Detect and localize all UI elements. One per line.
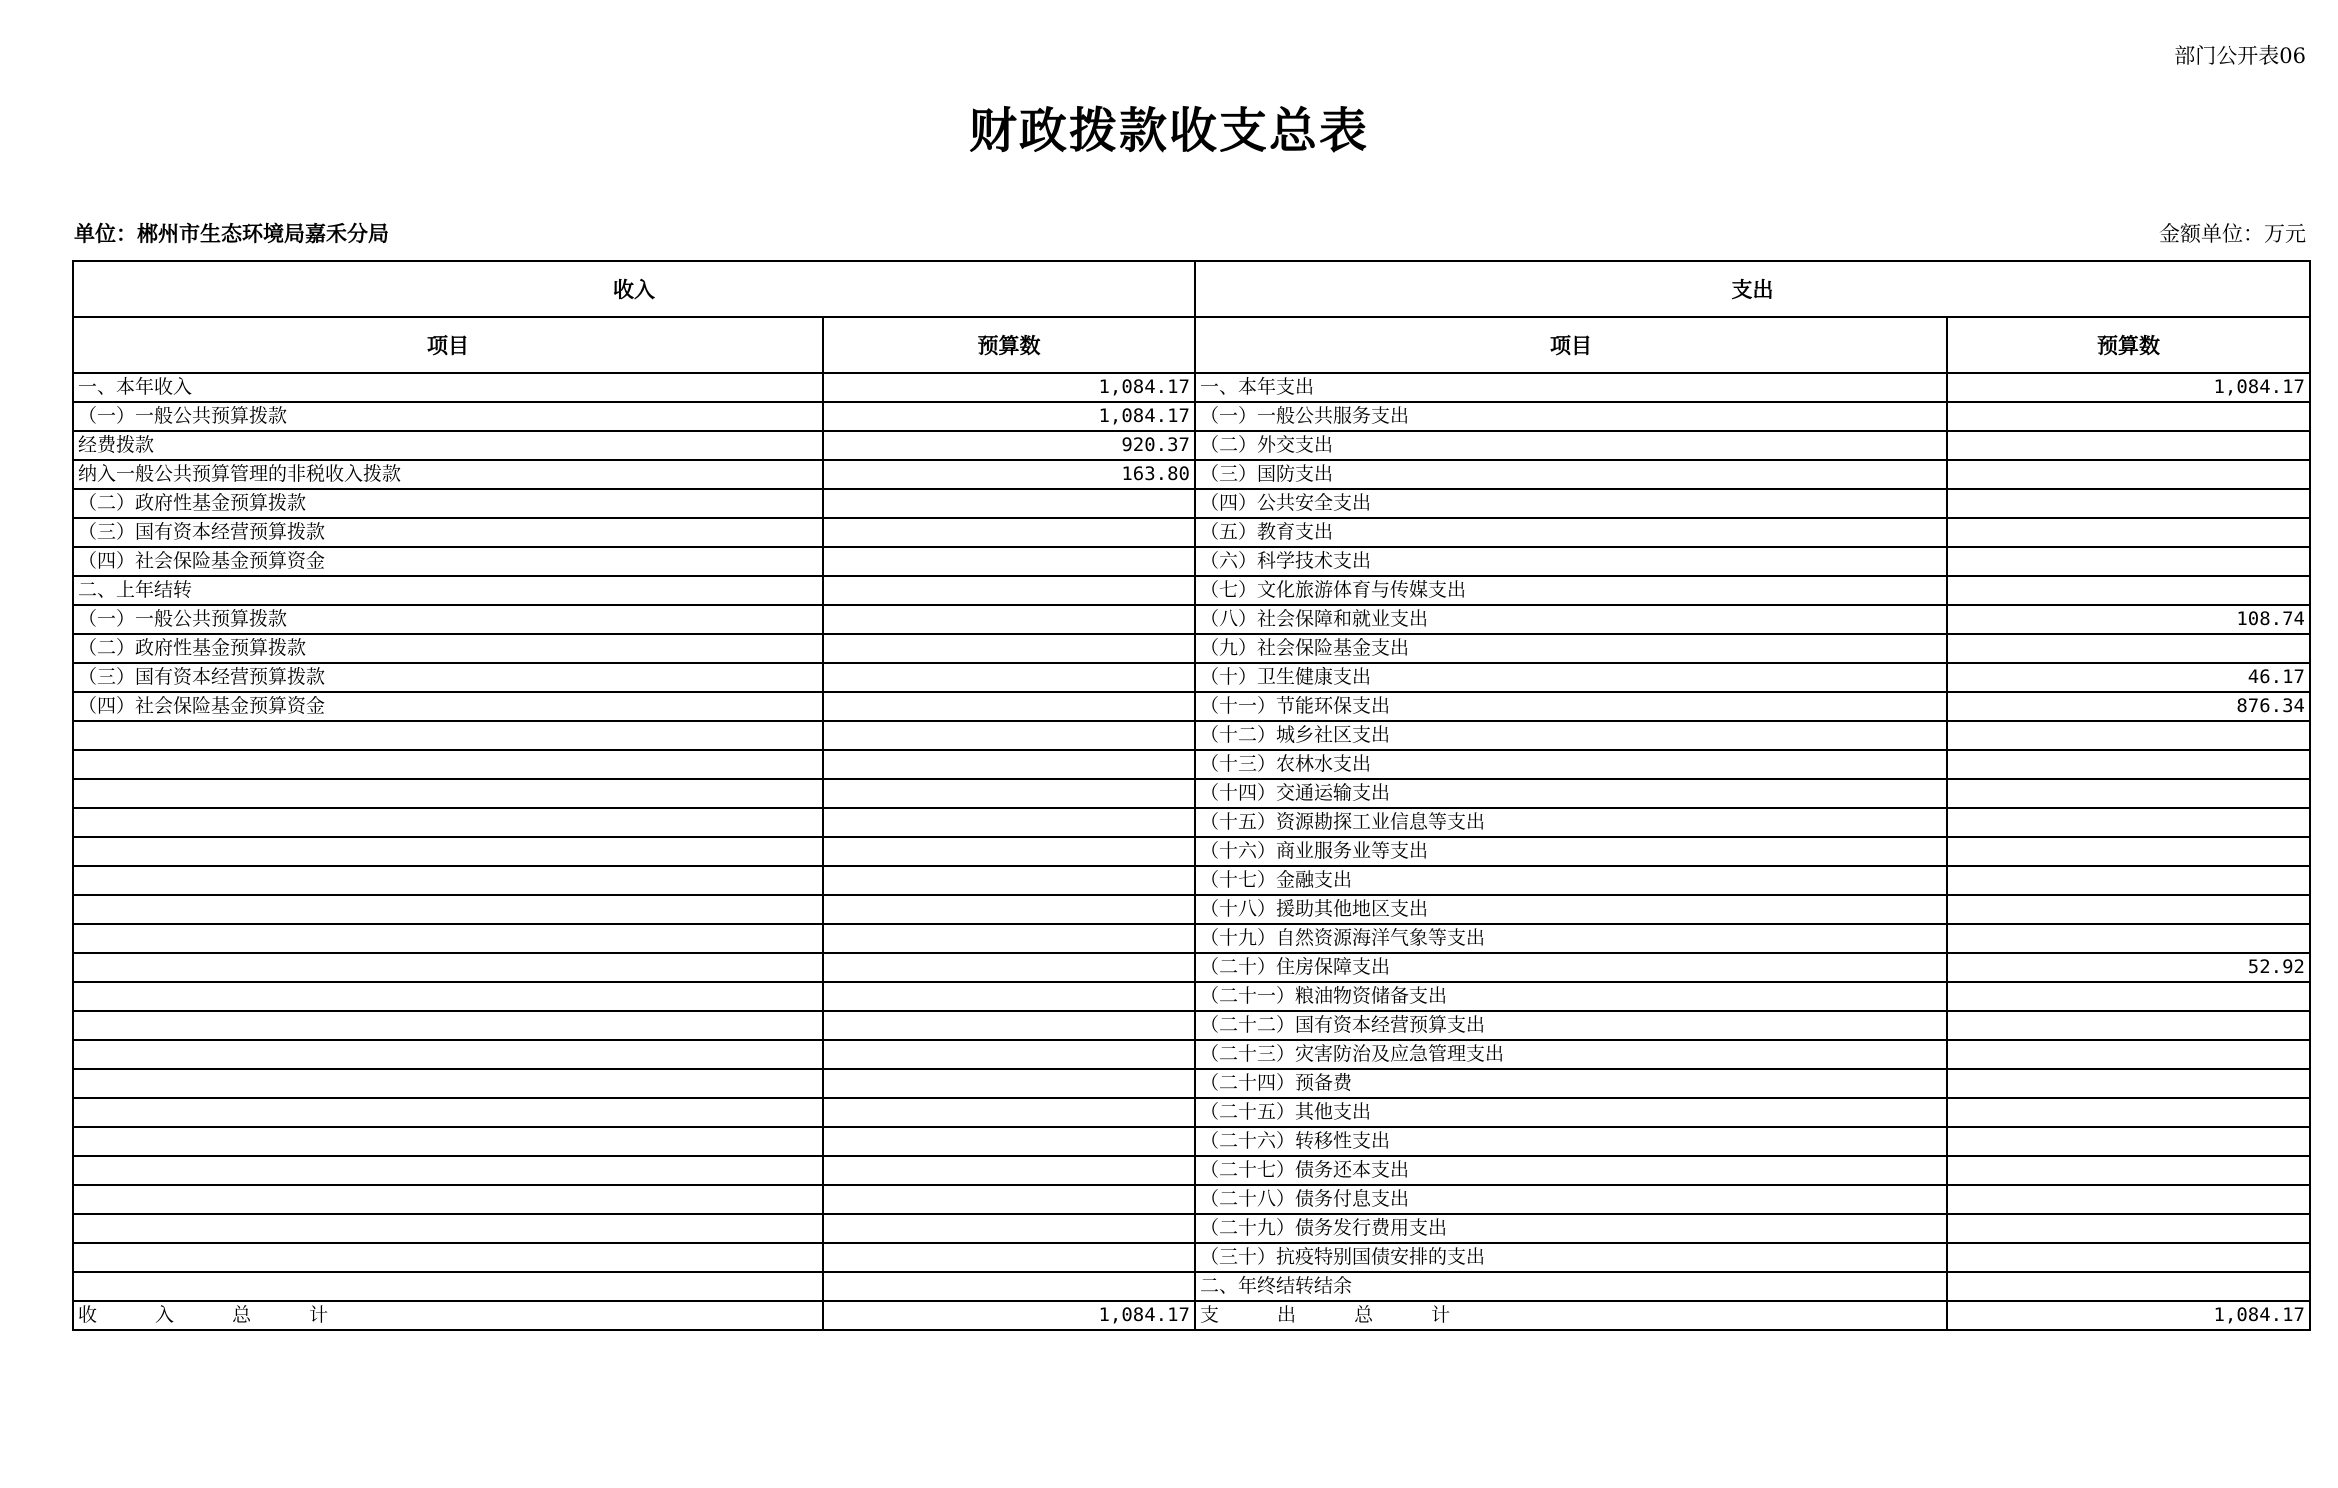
table-row xyxy=(73,576,2310,605)
income-value-cell: 1,084.17 xyxy=(823,402,1195,431)
income-value-cell: 163.80 xyxy=(823,460,1195,489)
income-item-cell xyxy=(73,1243,823,1272)
income-item-cell: 经费拨款 xyxy=(73,431,823,460)
expense-value-cell xyxy=(1947,1069,2310,1098)
income-item-cell xyxy=(73,1098,823,1127)
expense-item-cell: （十八）援助其他地区支出 xyxy=(1195,895,1947,924)
income-value-cell xyxy=(823,1127,1195,1156)
expense-item-header: 项目 xyxy=(1195,317,1947,373)
table-row xyxy=(73,373,2310,402)
income-value-cell xyxy=(823,924,1195,953)
expense-value-cell: 876.34 xyxy=(1947,692,2310,721)
expense-value-cell xyxy=(1947,576,2310,605)
budget-table xyxy=(72,260,2311,1331)
income-item-cell xyxy=(73,750,823,779)
income-total-label: 收 入 总 计 xyxy=(73,1301,823,1330)
table-row xyxy=(73,402,2310,431)
expense-item-cell: （十三）农林水支出 xyxy=(1195,750,1947,779)
expense-value-cell: 1,084.17 xyxy=(1947,373,2310,402)
income-item-cell xyxy=(73,1156,823,1185)
expense-value-cell xyxy=(1947,489,2310,518)
income-item-cell xyxy=(73,924,823,953)
expense-header: 支出 xyxy=(1195,261,2310,317)
expense-item-cell: （六）科学技术支出 xyxy=(1195,547,1947,576)
expense-item-cell: （二十九）债务发行费用支出 xyxy=(1195,1214,1947,1243)
income-value-cell: 920.37 xyxy=(823,431,1195,460)
income-item-cell xyxy=(73,1185,823,1214)
table-row xyxy=(73,982,2310,1011)
income-item-cell xyxy=(73,1011,823,1040)
income-item-cell xyxy=(73,779,823,808)
expense-value-cell xyxy=(1947,808,2310,837)
table-row xyxy=(73,1185,2310,1214)
expense-item-cell: （七）文化旅游体育与传媒支出 xyxy=(1195,576,1947,605)
table-row xyxy=(73,1243,2310,1272)
expense-item-cell: （二十二）国有资本经营预算支出 xyxy=(1195,1011,1947,1040)
expense-value-cell xyxy=(1947,1185,2310,1214)
table-row xyxy=(73,1098,2310,1127)
expense-value-cell xyxy=(1947,750,2310,779)
expense-value-cell xyxy=(1947,721,2310,750)
income-value-cell xyxy=(823,1243,1195,1272)
expense-value-cell xyxy=(1947,547,2310,576)
expense-value-cell xyxy=(1947,895,2310,924)
income-item-cell xyxy=(73,808,823,837)
expense-item-cell: （一）一般公共服务支出 xyxy=(1195,402,1947,431)
income-item-cell xyxy=(73,953,823,982)
income-value-cell xyxy=(823,895,1195,924)
table-row xyxy=(73,489,2310,518)
table-row xyxy=(73,518,2310,547)
income-value-cell xyxy=(823,1185,1195,1214)
expense-total-label: 支 出 总 计 xyxy=(1195,1301,1947,1330)
form-number: 部门公开表06 xyxy=(2174,44,2306,68)
income-item-cell xyxy=(73,866,823,895)
income-item-cell: （二）政府性基金预算拨款 xyxy=(73,634,823,663)
income-item-cell: （一）一般公共预算拨款 xyxy=(73,605,823,634)
expense-item-cell: （十七）金融支出 xyxy=(1195,866,1947,895)
expense-item-cell: （二十一）粮油物资储备支出 xyxy=(1195,982,1947,1011)
income-item-cell: （四）社会保险基金预算资金 xyxy=(73,692,823,721)
income-value-cell xyxy=(823,779,1195,808)
income-total-value: 1,084.17 xyxy=(823,1301,1195,1330)
income-value-cell xyxy=(823,1040,1195,1069)
expense-item-cell: （十二）城乡社区支出 xyxy=(1195,721,1947,750)
expense-value-cell xyxy=(1947,837,2310,866)
expense-value-cell xyxy=(1947,924,2310,953)
table-row xyxy=(73,953,2310,982)
expense-value-cell: 108.74 xyxy=(1947,605,2310,634)
expense-value-cell xyxy=(1947,779,2310,808)
expense-value-cell xyxy=(1947,1040,2310,1069)
table-row xyxy=(73,895,2310,924)
expense-value-cell xyxy=(1947,982,2310,1011)
expense-item-cell: （十六）商业服务业等支出 xyxy=(1195,837,1947,866)
income-item-cell: （四）社会保险基金预算资金 xyxy=(73,547,823,576)
table-row xyxy=(73,924,2310,953)
expense-item-cell: （二）外交支出 xyxy=(1195,431,1947,460)
expense-item-cell: （十五）资源勘探工业信息等支出 xyxy=(1195,808,1947,837)
expense-item-cell: （二十三）灾害防治及应急管理支出 xyxy=(1195,1040,1947,1069)
header-row-columns xyxy=(73,317,2310,373)
income-item-cell: （一）一般公共预算拨款 xyxy=(73,402,823,431)
income-header: 收入 xyxy=(73,261,1195,317)
expense-item-cell: （二十八）债务付息支出 xyxy=(1195,1185,1947,1214)
unit-label: 单位：郴州市生态环境局嘉禾分局 xyxy=(74,221,389,246)
table-row xyxy=(73,460,2310,489)
table-row xyxy=(73,1272,2310,1301)
expense-value-cell xyxy=(1947,634,2310,663)
expense-item-cell: （五）教育支出 xyxy=(1195,518,1947,547)
income-value-cell xyxy=(823,547,1195,576)
money-unit-label: 金额单位：万元 xyxy=(2159,222,2306,246)
expense-value-cell: 46.17 xyxy=(1947,663,2310,692)
expense-value-cell xyxy=(1947,1156,2310,1185)
income-value-cell xyxy=(823,576,1195,605)
income-item-cell: 纳入一般公共预算管理的非税收入拨款 xyxy=(73,460,823,489)
table-row xyxy=(73,692,2310,721)
income-value-cell xyxy=(823,1098,1195,1127)
expense-item-cell: （十）卫生健康支出 xyxy=(1195,663,1947,692)
expense-item-cell: （八）社会保障和就业支出 xyxy=(1195,605,1947,634)
income-value-cell xyxy=(823,1214,1195,1243)
expense-value-cell xyxy=(1947,1243,2310,1272)
expense-item-cell: 一、本年支出 xyxy=(1195,373,1947,402)
table-row xyxy=(73,431,2310,460)
income-item-cell: （三）国有资本经营预算拨款 xyxy=(73,663,823,692)
income-item-cell xyxy=(73,895,823,924)
expense-item-cell: （二十七）债务还本支出 xyxy=(1195,1156,1947,1185)
expense-budget-header: 预算数 xyxy=(1947,317,2310,373)
table-row xyxy=(73,721,2310,750)
table-row xyxy=(73,837,2310,866)
header-row-sections xyxy=(73,261,2310,317)
table-row xyxy=(73,634,2310,663)
expense-item-cell: （三十）抗疫特别国债安排的支出 xyxy=(1195,1243,1947,1272)
table-row xyxy=(73,605,2310,634)
expense-value-cell xyxy=(1947,1272,2310,1301)
expense-value-cell: 52.92 xyxy=(1947,953,2310,982)
income-value-cell xyxy=(823,1272,1195,1301)
table-row xyxy=(73,1069,2310,1098)
income-value-cell xyxy=(823,750,1195,779)
table-row xyxy=(73,750,2310,779)
table-row xyxy=(73,808,2310,837)
expense-item-cell: （十一）节能环保支出 xyxy=(1195,692,1947,721)
expense-item-cell: 二、年终结转结余 xyxy=(1195,1272,1947,1301)
table-row xyxy=(73,547,2310,576)
income-item-cell: （三）国有资本经营预算拨款 xyxy=(73,518,823,547)
income-value-cell xyxy=(823,982,1195,1011)
expense-item-cell: （九）社会保险基金支出 xyxy=(1195,634,1947,663)
income-value-cell xyxy=(823,1011,1195,1040)
income-item-cell: （二）政府性基金预算拨款 xyxy=(73,489,823,518)
table-row xyxy=(73,1214,2310,1243)
table-row xyxy=(73,779,2310,808)
income-value-cell xyxy=(823,1156,1195,1185)
table-row xyxy=(73,1040,2310,1069)
income-value-cell xyxy=(823,953,1195,982)
expense-value-cell xyxy=(1947,460,2310,489)
income-item-cell xyxy=(73,1214,823,1243)
expense-item-cell: （十四）交通运输支出 xyxy=(1195,779,1947,808)
expense-value-cell xyxy=(1947,1011,2310,1040)
income-value-cell xyxy=(823,663,1195,692)
income-value-cell xyxy=(823,634,1195,663)
expense-total-value: 1,084.17 xyxy=(1947,1301,2310,1330)
income-value-cell xyxy=(823,518,1195,547)
expense-item-cell: （三）国防支出 xyxy=(1195,460,1947,489)
expense-item-cell: （二十五）其他支出 xyxy=(1195,1098,1947,1127)
income-item-cell xyxy=(73,1069,823,1098)
income-item-cell xyxy=(73,721,823,750)
income-value-cell xyxy=(823,692,1195,721)
expense-item-cell: （四）公共安全支出 xyxy=(1195,489,1947,518)
income-item-cell xyxy=(73,1272,823,1301)
expense-value-cell xyxy=(1947,866,2310,895)
income-value-cell: 1,084.17 xyxy=(823,373,1195,402)
table-row xyxy=(73,1156,2310,1185)
expense-value-cell xyxy=(1947,518,2310,547)
expense-value-cell xyxy=(1947,431,2310,460)
table-row xyxy=(73,866,2310,895)
income-item-cell xyxy=(73,1127,823,1156)
income-value-cell xyxy=(823,1069,1195,1098)
table-row xyxy=(73,1127,2310,1156)
income-value-cell xyxy=(823,808,1195,837)
income-value-cell xyxy=(823,866,1195,895)
income-value-cell xyxy=(823,489,1195,518)
income-value-cell xyxy=(823,605,1195,634)
page-title: 财政拨款收支总表 xyxy=(968,103,1369,159)
table-body xyxy=(73,373,2310,1301)
expense-value-cell xyxy=(1947,1098,2310,1127)
expense-item-cell: （二十）住房保障支出 xyxy=(1195,953,1947,982)
expense-item-cell: （十九）自然资源海洋气象等支出 xyxy=(1195,924,1947,953)
totals-row xyxy=(73,1301,2310,1330)
expense-value-cell xyxy=(1947,1214,2310,1243)
income-item-cell xyxy=(73,837,823,866)
expense-item-cell: （二十四）预备费 xyxy=(1195,1069,1947,1098)
expense-item-cell: （二十六）转移性支出 xyxy=(1195,1127,1947,1156)
income-item-cell xyxy=(73,1040,823,1069)
income-value-cell xyxy=(823,721,1195,750)
table-row xyxy=(73,663,2310,692)
income-budget-header: 预算数 xyxy=(823,317,1195,373)
expense-value-cell xyxy=(1947,402,2310,431)
income-item-header: 项目 xyxy=(73,317,823,373)
income-item-cell xyxy=(73,982,823,1011)
table-row xyxy=(73,1011,2310,1040)
expense-value-cell xyxy=(1947,1127,2310,1156)
income-value-cell xyxy=(823,837,1195,866)
income-item-cell: 一、本年收入 xyxy=(73,373,823,402)
income-item-cell: 二、上年结转 xyxy=(73,576,823,605)
